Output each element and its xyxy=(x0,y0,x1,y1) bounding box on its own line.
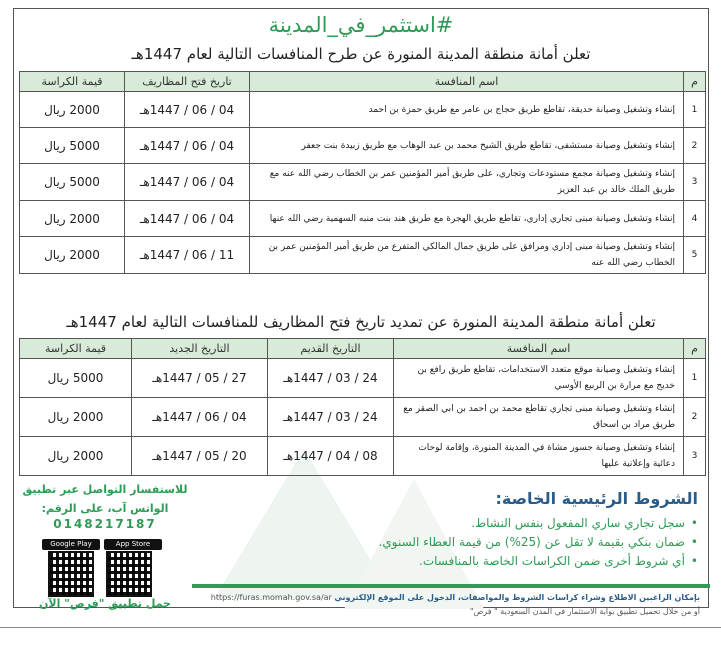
table-row xyxy=(20,128,706,164)
new-date: 20 / 05 / 1447هـ xyxy=(132,437,268,476)
table-row xyxy=(20,201,706,237)
booklet-price: 5000 ريال xyxy=(20,164,125,201)
row-number: 3 xyxy=(684,164,706,201)
website-link[interactable]: https://furas.momah.gov.sa/ar xyxy=(210,593,332,602)
store-badges xyxy=(42,539,162,550)
new-date: 04 / 06 / 1447هـ xyxy=(132,398,268,437)
extension-table xyxy=(19,338,706,476)
tender-name: إنشاء وتشغيل وصيانة مبنى تجاري تقاطع محمد بن احمد بن ابي الصقر مع طريق مراد بن اسحاق xyxy=(394,398,684,437)
column-header: اسم المنافسة xyxy=(250,72,684,92)
column-header: قيمة الكراسة xyxy=(20,339,132,359)
row-number: 1 xyxy=(684,359,706,398)
row-number: 3 xyxy=(684,437,706,476)
table-header-row xyxy=(20,339,706,359)
table-row xyxy=(20,359,706,398)
column-header: اسم المنافسة xyxy=(394,339,684,359)
opening-date: 04 / 06 / 1447هـ xyxy=(125,201,250,237)
table2-heading: تعلن أمانة منطقة المدينة المنورة عن تمديد تاريخ فتح المظاريف للمنافسات التالية لعام 1447هـ xyxy=(66,313,656,331)
table-row xyxy=(20,398,706,437)
hashtag-title: #استثمر_في_المدينة xyxy=(268,13,454,37)
contact-line: للاستفسار التواصل عبر تطبيق xyxy=(22,483,188,496)
row-number: 1 xyxy=(684,92,706,128)
footer-line xyxy=(195,593,700,602)
table-row xyxy=(20,237,706,274)
tenders-table xyxy=(19,71,706,274)
divider xyxy=(192,584,710,588)
opening-date: 04 / 06 / 1447هـ xyxy=(125,164,250,201)
booklet-price: 2000 ريال xyxy=(20,237,125,274)
row-number: 2 xyxy=(684,128,706,164)
table-header-row xyxy=(20,72,706,92)
table1-heading: تعلن أمانة منطقة المدينة المنورة عن طرح المنافسات التالية لعام 1447هـ xyxy=(131,45,591,63)
contact-line: الواتس آب، على الرقم: xyxy=(41,502,169,515)
opening-date: 11 / 06 / 1447هـ xyxy=(125,237,250,274)
google-play-badge[interactable]: Google Play xyxy=(42,539,100,550)
condition-item: • سجل تجاري ساري المفعول بنفس النشاط. xyxy=(318,514,698,533)
table-row xyxy=(20,164,706,201)
column-header: التاريخ الجديد xyxy=(132,339,268,359)
contact-block xyxy=(20,483,190,531)
column-header: تاريخ فتح المظاريف xyxy=(125,72,250,92)
booklet-price: 2000 ريال xyxy=(20,437,132,476)
old-date: 24 / 03 / 1447هـ xyxy=(268,398,394,437)
booklet-price: 2000 ريال xyxy=(20,92,125,128)
opening-date: 04 / 06 / 1447هـ xyxy=(125,92,250,128)
table-row xyxy=(20,92,706,128)
booklet-price: 2000 ريال xyxy=(20,201,125,237)
tender-name: إنشاء وتشغيل وصيانة موقع متعدد الاستخدامات، تقاطع طريق رافع بن خديج مع مرارة بن الربيع الأوسي xyxy=(394,359,684,398)
old-date: 24 / 03 / 1447هـ xyxy=(268,359,394,398)
column-header: قيمة الكراسة xyxy=(20,72,125,92)
tender-name: إنشاء وتشغيل وصيانة حديقة، تقاطع طريق حجاج بن عامر مع طريق حمزة بن احمد xyxy=(250,92,684,128)
app-store-badge[interactable]: App Store xyxy=(104,539,162,550)
row-number: 4 xyxy=(684,201,706,237)
whatsapp-number: 0148217187 xyxy=(53,517,157,531)
tender-name: إنشاء وتشغيل وصيانة مستشفى، تقاطع طريق الشيخ محمد بن عبد الوهاب مع طريق زبيدة بنت جعفر xyxy=(250,128,684,164)
booklet-price: 2000 ريال xyxy=(20,398,132,437)
booklet-price: 5000 ريال xyxy=(20,359,132,398)
row-number: 2 xyxy=(684,398,706,437)
new-date: 27 / 05 / 1447هـ xyxy=(132,359,268,398)
column-header: التاريخ القديم xyxy=(268,339,394,359)
footer-line: أو من خلال تحميل تطبيق بوابة الاستثمار في المدن السعودية " فرص" xyxy=(469,607,700,616)
old-date: 08 / 04 / 1447هـ xyxy=(268,437,394,476)
tender-name: إنشاء وتشغيل وصيانة مجمع مستودعات وتجاري، على طريق أمير المؤمنين عمر بن الخطاب رضي الله عنه مع طريق الملك خالد بن عبد العزيز xyxy=(250,164,684,201)
divider xyxy=(0,627,721,628)
announcement-frame xyxy=(13,8,709,616)
column-header: م xyxy=(684,72,706,92)
row-number: 5 xyxy=(684,237,706,274)
conditions-list xyxy=(318,514,698,571)
tender-name: إنشاء وتشغيل وصيانة مبنى إداري ومرافق على طريق جمال المالكي المتفرع من طريق أمير المؤمنين عمر بن الخطاب رضي الله عنه xyxy=(250,237,684,274)
download-app-text: حمل تطبيق "فرص" الآن xyxy=(38,597,171,610)
booklet-price: 5000 ريال xyxy=(20,128,125,164)
column-header: م xyxy=(684,339,706,359)
table-row xyxy=(20,437,706,476)
qr-code-icon xyxy=(48,551,94,597)
condition-item: • أي شروط أخرى ضمن الكراسات الخاصة بالمنافسات. xyxy=(318,552,698,571)
qr-code-icon xyxy=(106,551,152,597)
opening-date: 04 / 06 / 1447هـ xyxy=(125,128,250,164)
condition-item: • ضمان بنكي بقيمة لا تقل عن (25%) من قيمة العطاء السنوي. xyxy=(318,533,698,552)
tender-name: إنشاء وتشغيل وصيانة مبنى تجاري إداري، تقاطع طريق الهجرة مع طريق هند بنت منبه السهمية رضي الله عنها xyxy=(250,201,684,237)
tender-name: إنشاء وتشغيل وصيانة جسور مشاة في المدينة المنورة، وإقامة لوحات دعائية وإعلانية عليها xyxy=(394,437,684,476)
conditions-title: الشروط الرئيسية الخاصة: xyxy=(495,489,698,508)
footer-text: بإمكان الراغبين الاطلاع وشراء كراسات الشروط والمواصفات، الدخول على الموقع الإلكتروني xyxy=(334,593,700,602)
